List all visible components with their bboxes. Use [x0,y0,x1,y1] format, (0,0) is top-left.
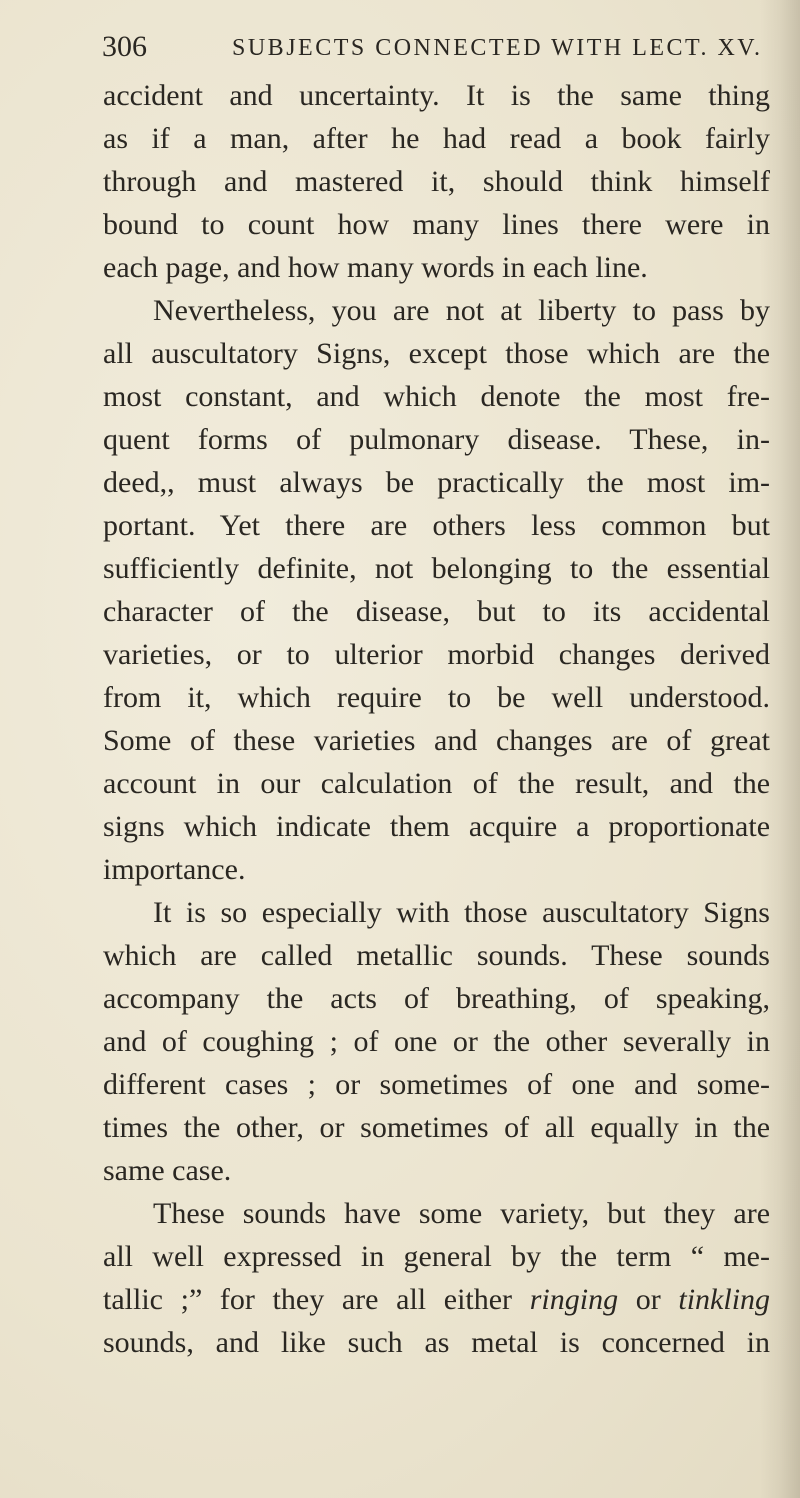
text-line: accompany the acts of breathing, of speaking, [103,982,770,1015]
text-line: It is so especially with those auscultatory Signs [153,896,770,929]
text-line: different cases ; or sometimes of one and some- [103,1068,770,1101]
text-line: accident and uncertainty. It is the same thing [103,79,770,112]
text-line: sufficiently definite, not belonging to the essential [103,552,770,585]
text-line: each page, and how many words in each line. [103,251,648,284]
text-line: as if a man, after he had read a book fairly [103,122,770,155]
text-line: These sounds have some variety, but they are [153,1197,770,1230]
text-line: tallic ;” for they are all either ringing or tinkling [103,1283,770,1316]
text-line: Nevertheless, you are not at liberty to pass by [153,294,770,327]
text-line: portant. Yet there are others less common but [103,509,770,542]
text-line: signs which indicate them acquire a proportionate [103,810,770,843]
body-text [103,74,770,1364]
text-line: all auscultatory Signs, except those which are the [103,337,770,370]
text-line: quent forms of pulmonary disease. These, in- [103,423,770,456]
text-line: character of the disease, but to its accidental [103,595,770,628]
text-line: which are called metallic sounds. These sounds [103,939,770,972]
text-line: account in our calculation of the result, and the [103,767,770,800]
text-line: all well expressed in general by the term “ me- [103,1240,770,1273]
text-line: varieties, or to ulterior morbid changes derived [103,638,770,671]
text-line: times the other, or sometimes of all equally in the [103,1111,770,1144]
text-line: from it, which require to be well understood. [103,681,770,714]
italic-word: tinkling [678,1283,770,1316]
text-line: Some of these varieties and changes are of great [103,724,770,757]
text-line: sounds, and like such as metal is concerned in [103,1326,770,1359]
text-line: importance. [103,853,246,886]
running-title: SUBJECTS CONNECTED WITH LECT. XV. [232,35,763,61]
italic-word: ringing [529,1283,619,1316]
text-line: same case. [103,1154,232,1187]
text-line: most constant, and which denote the most fre- [103,380,770,413]
page-header [102,22,792,66]
text-line: through and mastered it, should think himself [103,165,770,198]
text-line: and of coughing ; of one or the other severally in [103,1025,770,1058]
text-line: bound to count how many lines there were in [103,208,770,241]
text-line: deed,, must always be practically the most im- [103,466,770,499]
page-number: 306 [102,30,147,63]
